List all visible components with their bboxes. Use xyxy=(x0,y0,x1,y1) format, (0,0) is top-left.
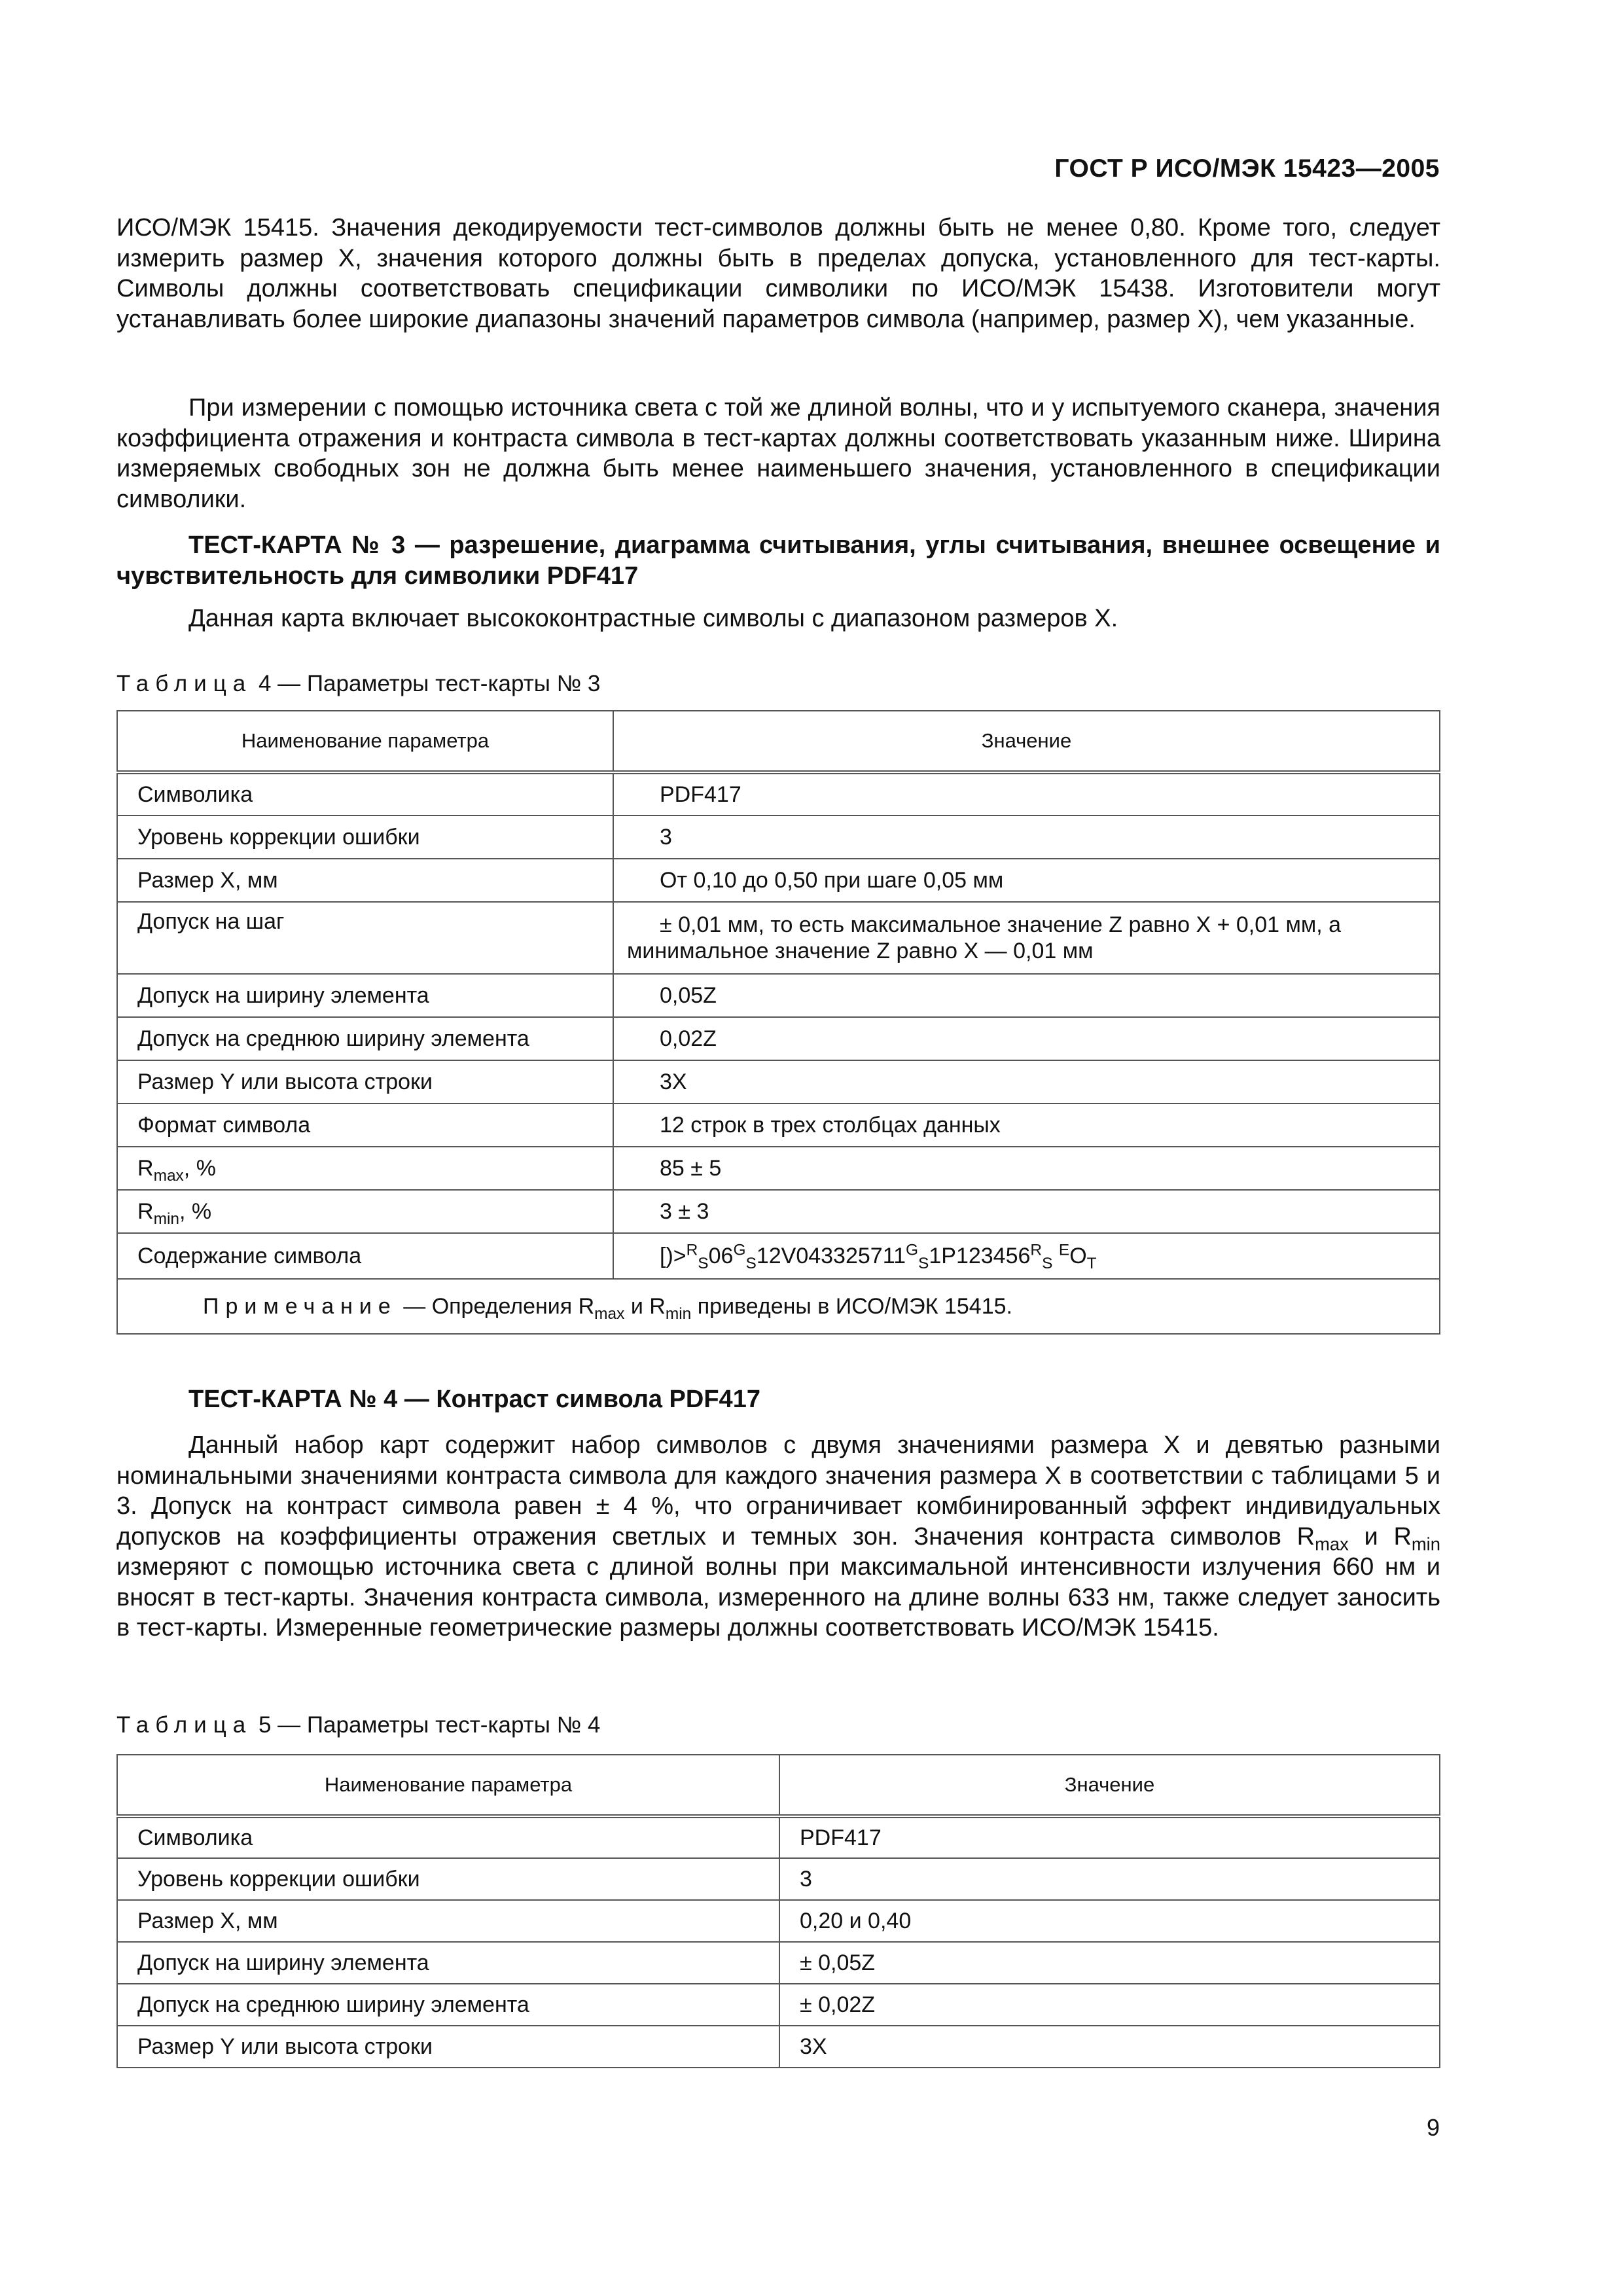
param-name: Допуск на шаг xyxy=(117,902,613,974)
table-row xyxy=(117,1984,1440,2026)
param-value: 3 xyxy=(779,1858,1440,1900)
table-row xyxy=(117,1233,1440,1279)
table-4-caption-text: 4 — Параметры тест-карты № 3 xyxy=(258,671,601,696)
table-5-header-param: Наименование параметра xyxy=(117,1755,779,1816)
param-value: 3 ± 3 xyxy=(613,1190,1440,1233)
table-4-note: Примечание — Определения $R_{max}$ и $R_{min}$ приведены в ИСО/МЭК 15415. xyxy=(117,1279,1440,1334)
param-name-rmin: $R_{min}$, % xyxy=(117,1190,613,1233)
param-name: Символика xyxy=(117,1816,779,1858)
table-5-header-value: Значение xyxy=(779,1755,1440,1816)
param-value: ± 0,02Z xyxy=(779,1984,1440,2026)
table-5-caption-word: Таблица xyxy=(116,1712,253,1738)
table-row xyxy=(117,1060,1440,1103)
table-5-caption-text: 5 — Параметры тест-карты № 4 xyxy=(258,1712,601,1738)
paragraph-4: Данный набор карт содержит набор символов с двумя значениями размера X и девятью разными номинальными значениями контраста символа для каждого значения размера X в соответствии с таблицами 5 и 3. Допуск на контраст символа равен ± 4 %, что ограничивает комбинированный эффект индивидуальных допусков на коэффициенты отражения светлых и темных зон. Значения контраста символов $R_{max}$ и $R_{min}$ измеряют с помощью источника света с длиной волны при максимальной интенсивности излучения 660 нм и вносят в тест-карты. Значения контраста символа, измеренного на длине волны 633 нм, также следует заносить в тест-карты. Измеренные геометрические размеры должны соответствовать ИСО/МЭК 15415. xyxy=(116,1431,1440,1641)
table-4-caption xyxy=(116,671,600,697)
heading-test-card-4: ТЕСТ-КАРТА № 4 — Контраст символа PDF417 xyxy=(188,1386,760,1413)
table-row xyxy=(117,1103,1440,1147)
param-name: Допуск на ширину элемента xyxy=(117,974,613,1017)
param-name: Допуск на ширину элемента xyxy=(117,1942,779,1984)
table-row xyxy=(117,816,1440,859)
document-header: ГОСТ Р ИСО/МЭК 15423—2005 xyxy=(1054,154,1440,183)
table-4-caption-word: Таблица xyxy=(116,671,253,696)
table-row xyxy=(117,1147,1440,1190)
page-number: 9 xyxy=(1426,2114,1440,2141)
table-row xyxy=(117,902,1440,974)
param-value: PDF417 xyxy=(779,1816,1440,1858)
table-5-caption xyxy=(116,1712,600,1738)
param-name: Размер Y или высота строки xyxy=(117,1060,613,1103)
table-row xyxy=(117,2026,1440,2068)
table-row xyxy=(117,859,1440,902)
table-4-header-value: Значение xyxy=(613,711,1440,772)
param-value: PDF417 xyxy=(613,772,1440,816)
table-note-row xyxy=(117,1279,1440,1334)
param-name: Содержание символа xyxy=(117,1233,613,1279)
param-value: ± 0,05Z xyxy=(779,1942,1440,1984)
param-value: 0,20 и 0,40 xyxy=(779,1900,1440,1942)
table-row xyxy=(117,1190,1440,1233)
paragraph-2: При измерении с помощью источника света с той же длиной волны, что и у испытуемого сканера, значения коэффициента отражения и контраста символа в тест-картах должны соответствовать указанным ниже. Ширина измеряемых свободных зон не должна быть менее наименьшего значения, установленного в спецификации символики. xyxy=(116,394,1440,513)
param-value: 3X xyxy=(779,2026,1440,2068)
param-name: Размер X, мм xyxy=(117,1900,779,1942)
param-name: Допуск на среднюю ширину элемента xyxy=(117,1017,613,1060)
param-value: ± 0,01 мм, то есть максимальное значение Z равно X + 0,01 мм, а минимальное значение Z равно X — 0,01 мм xyxy=(613,902,1440,974)
table-row xyxy=(117,1858,1440,1900)
param-value: 3X xyxy=(613,1060,1440,1103)
table-row xyxy=(117,772,1440,816)
param-value: 12 строк в трех столбцах данных xyxy=(613,1103,1440,1147)
paragraph-1: ИСО/МЭК 15415. Значения декодируемости тест-символов должны быть не менее 0,80. Кроме того, следует измерить размер X, значения которого должны быть в пределах допуска, установленного для тест-карты. Символы должны соответствовать спецификации символики по ИСО/МЭК 15438. Изготовители могут устанавливать более широкие диапазоны значений параметров символа (например, размер X), чем указанные. xyxy=(116,214,1440,333)
paragraph-3: Данная карта включает высококонтрастные символы с диапазоном размеров X. xyxy=(188,605,1118,632)
table-row xyxy=(117,1017,1440,1060)
table-5 xyxy=(116,1754,1440,2068)
param-value: 0,02Z xyxy=(613,1017,1440,1060)
param-name: Размер X, мм xyxy=(117,859,613,902)
param-name: Формат символа xyxy=(117,1103,613,1147)
table-row xyxy=(117,1900,1440,1942)
param-value: От 0,10 до 0,50 при шаге 0,05 мм xyxy=(613,859,1440,902)
param-name: Уровень коррекции ошибки xyxy=(117,1858,779,1900)
param-name: Допуск на среднюю ширину элемента xyxy=(117,1984,779,2026)
param-name: Уровень коррекции ошибки xyxy=(117,816,613,859)
table-row xyxy=(117,974,1440,1017)
param-name: Символика xyxy=(117,772,613,816)
param-name: Размер Y или высота строки xyxy=(117,2026,779,2068)
table-4 xyxy=(116,710,1440,1335)
table-row xyxy=(117,1942,1440,1984)
param-value: 0,05Z xyxy=(613,974,1440,1017)
param-value: 3 xyxy=(613,816,1440,859)
table-row xyxy=(117,1816,1440,1858)
symbol-content-value: $[)>^R_S06^G_S12V043325711^G_S1P123456^R_S$ $^EO_T$ xyxy=(613,1233,1440,1279)
param-name-rmax: $R_{max}$, % xyxy=(117,1147,613,1190)
table-4-header-param: Наименование параметра xyxy=(117,711,613,772)
param-value: 85 ± 5 xyxy=(613,1147,1440,1190)
heading-test-card-3: ТЕСТ-КАРТА № 3 — разрешение, диаграмма считывания, углы считывания, внешнее освещение и чувствительность для символики PDF417 xyxy=(116,531,1440,590)
